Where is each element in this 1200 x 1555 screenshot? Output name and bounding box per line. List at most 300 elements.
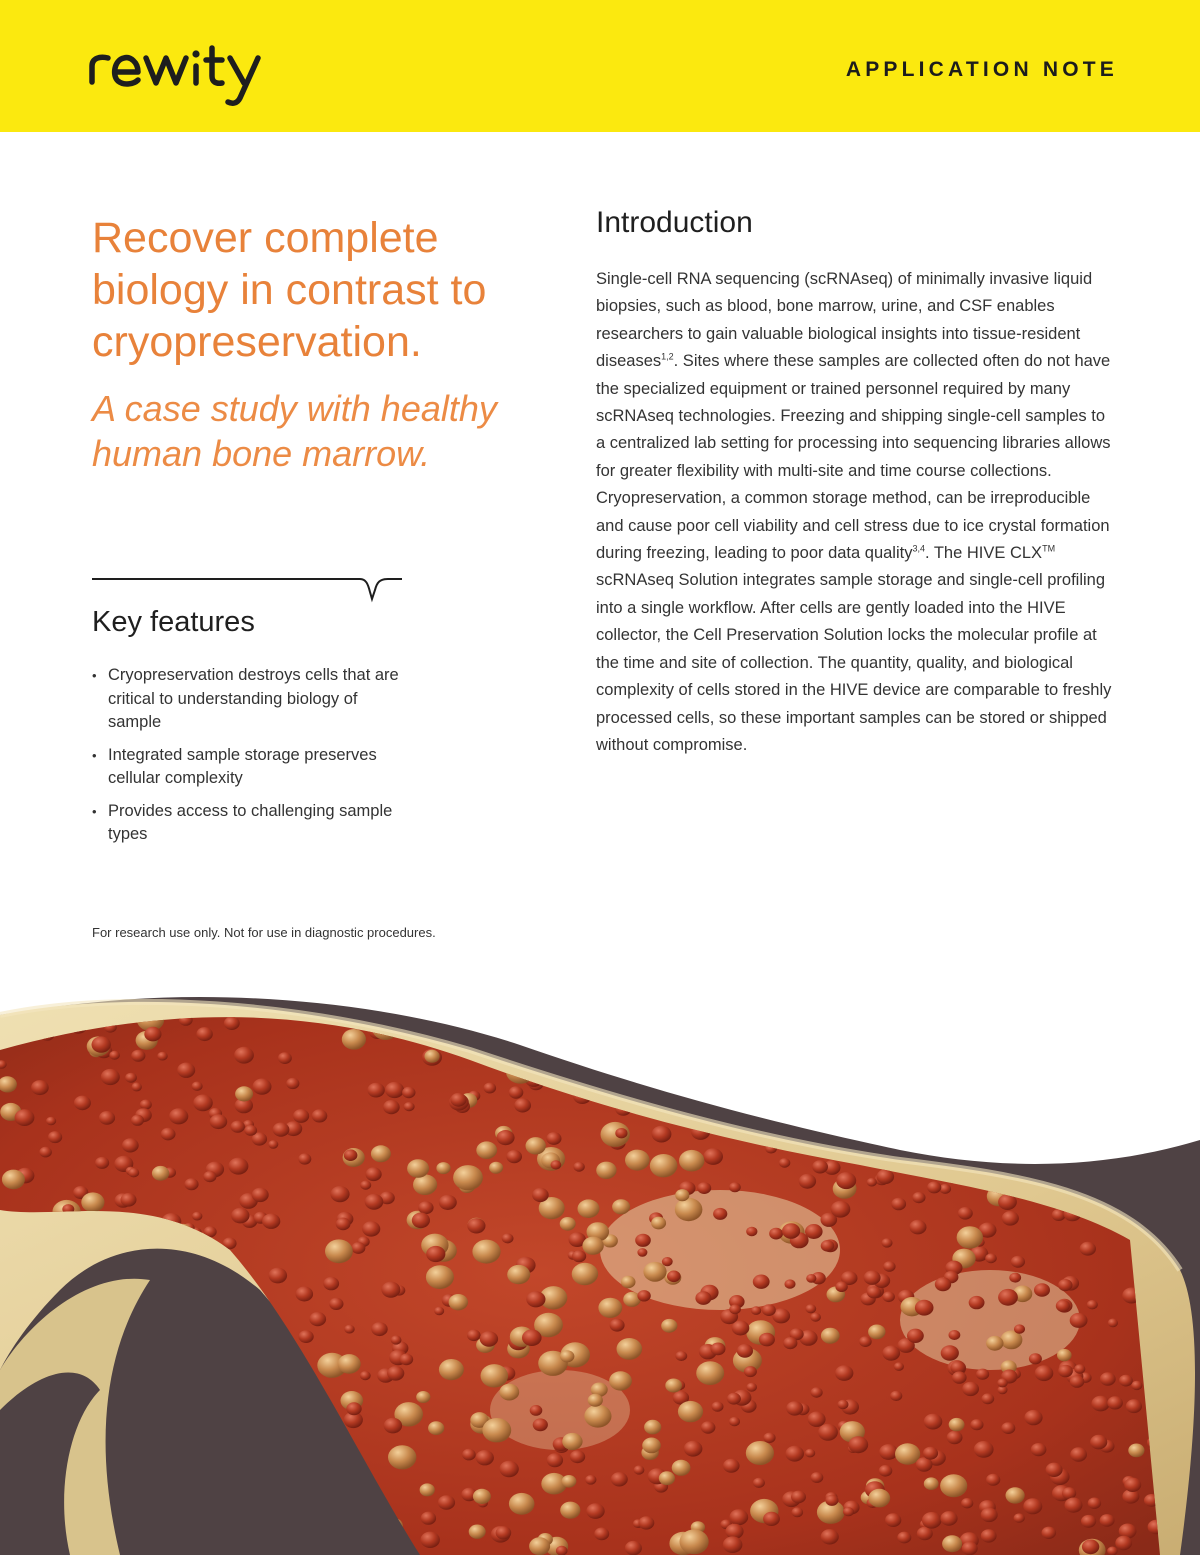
marrow-cell xyxy=(467,1218,485,1233)
marrow-cell xyxy=(131,1050,145,1062)
marrow-cell xyxy=(811,1387,823,1397)
marrow-cell xyxy=(927,1181,941,1193)
marrow-cell xyxy=(675,1189,689,1201)
list-item: • Integrated sample storage preserves cellular complexity xyxy=(92,744,412,791)
marrow-cell xyxy=(99,1111,115,1125)
marrow-cell xyxy=(1014,1513,1025,1522)
disclaimer-text: For research use only. Not for use in diagnostic procedures. xyxy=(92,925,436,940)
marrow-cell xyxy=(1014,1324,1025,1333)
marrow-cell xyxy=(1128,1444,1144,1458)
marrow-cell xyxy=(821,1328,840,1344)
marrow-cell xyxy=(383,1100,400,1114)
marrow-cell xyxy=(868,1325,885,1340)
marrow-cell xyxy=(560,1217,576,1231)
marrow-cell xyxy=(805,1224,823,1239)
marrow-cell xyxy=(665,1379,682,1393)
marrow-cell xyxy=(344,1325,354,1334)
marrow-cell xyxy=(1090,1435,1107,1450)
marrow-cell xyxy=(234,1047,254,1064)
marrow-cell xyxy=(293,1109,309,1123)
marrow-cell xyxy=(1035,1365,1054,1381)
marrow-cell xyxy=(701,1421,716,1433)
marrow-cell xyxy=(922,1512,942,1529)
marrow-cell xyxy=(763,1512,780,1526)
intro-text: scRNAseq Solution integrates sample storage and single-cell profiling into a single workflow. After cells are gently loaded into the HIVE collector, the Cell Preservation Solution locks the molecular profile at the time and site of collection. The quantity, quality, and biological complexity of cells stored in the HIVE device are comparable to freshly processed cells, so these important samples can be stored or shipped without compromise. xyxy=(596,571,1112,754)
marrow-cell xyxy=(231,1121,245,1133)
marrow-cell xyxy=(1131,1381,1142,1390)
marrow-cell xyxy=(981,1529,997,1542)
marrow-cell xyxy=(779,1158,790,1168)
bone-marrow-illustration xyxy=(0,990,1200,1555)
marrow-cell xyxy=(744,1366,757,1377)
marrow-cell xyxy=(890,1391,902,1401)
marrow-cell xyxy=(1009,1273,1021,1283)
marrow-cell xyxy=(662,1257,673,1266)
marrow-cell xyxy=(421,1532,440,1548)
marrow-cell xyxy=(1024,1410,1042,1425)
key-features-list xyxy=(92,664,412,856)
marrow-cell xyxy=(476,1450,494,1465)
marrow-cell xyxy=(101,1069,120,1085)
marrow-cell xyxy=(961,1498,973,1508)
marrow-cell xyxy=(323,1277,339,1290)
marrow-cell xyxy=(642,1438,661,1454)
marrow-cell xyxy=(679,1150,704,1172)
marrow-cell xyxy=(1034,1283,1050,1297)
marrow-cell xyxy=(675,1351,687,1361)
marrow-cell xyxy=(864,1271,881,1285)
marrow-cell xyxy=(1091,1396,1109,1412)
marrow-cell xyxy=(712,1402,724,1412)
marrow-cell xyxy=(228,1158,248,1175)
marrow-cell xyxy=(639,1516,655,1529)
marrow-cell xyxy=(367,1083,384,1098)
marrow-cell xyxy=(1081,1515,1096,1528)
marrow-cell xyxy=(786,1401,803,1415)
marrow-cell xyxy=(696,1361,724,1385)
marrow-cell xyxy=(244,1125,257,1136)
marrow-cell xyxy=(132,1082,142,1091)
marrow-cell xyxy=(496,1526,512,1539)
marrow-cell xyxy=(407,1159,429,1178)
marrow-cell xyxy=(883,1292,895,1303)
marrow-cell xyxy=(962,1542,978,1555)
marrow-cell xyxy=(585,1475,596,1485)
marrow-cell xyxy=(309,1312,326,1326)
marrow-cell xyxy=(526,1137,546,1154)
marrow-cell xyxy=(879,1444,898,1460)
marrow-cell xyxy=(940,1511,957,1526)
marrow-cell xyxy=(711,1343,726,1356)
marrow-cell xyxy=(1065,1498,1083,1513)
marrow-cell xyxy=(31,1080,49,1095)
marrow-cell xyxy=(421,1512,436,1525)
marrow-cell xyxy=(388,1445,416,1469)
marrow-cell xyxy=(1124,1478,1141,1492)
marrow-cell xyxy=(831,1201,851,1218)
marrow-cell xyxy=(48,1131,62,1143)
marrow-cell xyxy=(769,1228,783,1240)
marrow-cell xyxy=(329,1298,343,1310)
marrow-cell xyxy=(659,1471,675,1485)
marrow-cell xyxy=(1119,1375,1133,1387)
marrow-cell xyxy=(436,1162,450,1174)
marrow-cell xyxy=(672,1460,691,1476)
marrow-cell xyxy=(882,1346,900,1361)
marrow-cell xyxy=(1029,1353,1042,1364)
marrow-cell xyxy=(95,1157,109,1169)
marrow-cell xyxy=(400,1354,414,1366)
marrow-cell xyxy=(582,1237,603,1255)
marrow-cell xyxy=(551,1160,562,1169)
marrow-cell xyxy=(131,1115,144,1126)
marrow-cell xyxy=(644,1420,661,1435)
marrow-cell xyxy=(962,1382,979,1396)
marrow-cell xyxy=(997,1378,1008,1387)
marrow-cell xyxy=(499,1384,519,1401)
marrow-cell xyxy=(652,1126,672,1143)
marrow-cell xyxy=(695,1291,711,1305)
marrow-cell xyxy=(426,1246,445,1262)
marrow-cell xyxy=(981,1393,994,1404)
marrow-cell xyxy=(812,1160,828,1173)
marrow-cell xyxy=(482,1418,511,1442)
marrow-cell xyxy=(974,1441,994,1458)
trademark-symbol: TM xyxy=(1042,543,1056,554)
marrow-cell xyxy=(121,1193,137,1207)
marrow-cell xyxy=(1046,1463,1063,1477)
marrow-cell xyxy=(296,1287,314,1302)
marrow-cell xyxy=(15,1109,35,1126)
marrow-cell xyxy=(678,1401,703,1422)
marrow-cell xyxy=(1011,1256,1025,1268)
marrow-cell xyxy=(1087,1300,1098,1309)
citation: 1,2 xyxy=(661,351,674,362)
marrow-cell xyxy=(792,1507,804,1517)
marrow-cell xyxy=(785,1446,804,1462)
marrow-cell xyxy=(810,1313,821,1322)
marrow-cell xyxy=(529,1537,550,1555)
marrow-cell xyxy=(753,1478,765,1488)
revvity-logo xyxy=(88,36,298,110)
marrow-cell xyxy=(434,1307,444,1316)
intro-text: Single-cell RNA sequencing (scRNAseq) of minimally invasive liquid biopsies, such as blood, bone marrow, urine, and CSF enables researchers to gain valuable biological insights into tissue-resident diseases xyxy=(596,270,1093,371)
marrow-cell xyxy=(425,1050,440,1063)
marrow-cell xyxy=(484,1083,497,1094)
marrow-cell xyxy=(637,1290,650,1301)
marrow-cell xyxy=(1001,1422,1015,1434)
marrow-cell xyxy=(675,1198,703,1221)
marrow-cell xyxy=(609,1371,632,1390)
marrow-cell xyxy=(867,1178,877,1187)
citation: 3,4 xyxy=(912,543,925,554)
marrow-cell xyxy=(835,1281,847,1292)
marrow-cell xyxy=(1088,1498,1101,1509)
marrow-cell xyxy=(46,1117,56,1126)
marrow-cell xyxy=(338,1354,361,1374)
marrow-cell xyxy=(912,1192,925,1203)
marrow-cell xyxy=(1107,1396,1123,1409)
marrow-cell xyxy=(1074,1364,1085,1373)
marrow-cell xyxy=(867,1286,881,1298)
marrow-cell xyxy=(177,1063,195,1078)
page-title: Recover complete biology in contrast to cryopreservation. xyxy=(92,214,487,366)
intro-text: . Sites where these samples are collected often do not have the specialized equipment or trained personnel required by many scRNAseq technologies. Freezing and shipping single-cell samples to a centralized lab setting for processing into sequencing libraries allows for greater flexibility with multi-site and time course collections. Cryopreservation, a common storage method, can be irreproducible and cause poor cell viability and cell stress due to ice crystal formation during freezing, leading to poor data quality xyxy=(596,352,1111,563)
marrow-cell xyxy=(418,1201,433,1214)
marrow-cell xyxy=(940,1474,967,1497)
marrow-cell xyxy=(594,1528,609,1541)
marrow-cell xyxy=(782,1223,800,1239)
marrow-cell xyxy=(625,1541,642,1555)
marrow-cell xyxy=(976,1369,989,1380)
marrow-cell xyxy=(74,1096,91,1111)
marrow-cell xyxy=(1080,1242,1096,1256)
marrow-cell xyxy=(469,1525,486,1539)
marrow-cell xyxy=(667,1271,681,1283)
marrow-cell xyxy=(497,1130,515,1145)
marrow-cell xyxy=(499,1461,518,1478)
marrow-cell xyxy=(1006,1487,1025,1503)
header-band xyxy=(0,0,1200,132)
marrow-cell xyxy=(109,1051,120,1060)
marrow-cell xyxy=(1108,1319,1118,1328)
marrow-cell xyxy=(732,1321,750,1336)
marrow-cell xyxy=(312,1109,328,1122)
marrow-cell xyxy=(885,1513,901,1527)
marrow-cell xyxy=(560,1350,574,1362)
marrow-cell xyxy=(634,1465,645,1474)
marrow-cell xyxy=(1056,1300,1070,1312)
marrow-cell xyxy=(252,1188,269,1202)
marrow-cell xyxy=(1100,1514,1115,1527)
marrow-cell xyxy=(509,1086,524,1098)
marrow-cell xyxy=(617,1338,643,1360)
marrow-cell xyxy=(526,1291,545,1307)
marrow-cell xyxy=(365,1194,384,1210)
marrow-cell xyxy=(1100,1372,1116,1385)
marrow-cell xyxy=(467,1330,481,1342)
marrow-cell xyxy=(791,1491,806,1504)
marrow-cell xyxy=(439,1359,464,1380)
marrow-cell xyxy=(805,1449,815,1458)
marrow-cell xyxy=(381,1282,400,1298)
marrow-cell xyxy=(416,1391,430,1403)
marrow-cell xyxy=(1042,1527,1057,1539)
marrow-cell xyxy=(402,1087,415,1098)
marrow-cell xyxy=(507,1265,530,1284)
marrow-cell xyxy=(635,1234,651,1247)
marrow-cell xyxy=(384,1418,402,1434)
marrow-cell xyxy=(481,1364,509,1387)
marrow-cell xyxy=(643,1262,666,1282)
marrow-cell xyxy=(753,1275,770,1289)
marrow-cell xyxy=(235,1086,253,1101)
marrow-cell xyxy=(894,1362,904,1371)
marrow-cell xyxy=(697,1182,711,1194)
marrow-cell xyxy=(144,1027,161,1042)
marrow-cell xyxy=(723,1536,743,1553)
marrow-cell xyxy=(848,1436,868,1453)
marrow-cell xyxy=(615,1128,627,1138)
marrow-cell xyxy=(970,1419,983,1430)
marrow-cell xyxy=(344,1149,358,1161)
key-features-heading: Key features xyxy=(92,606,255,638)
marrow-cell xyxy=(703,1148,723,1165)
marrow-cell xyxy=(210,1114,228,1129)
marrow-cell xyxy=(969,1296,985,1309)
marrow-cell xyxy=(746,1441,774,1465)
marrow-cell xyxy=(192,1212,202,1221)
marrow-cell xyxy=(573,1162,584,1172)
marrow-cell xyxy=(1115,1536,1132,1550)
marrow-cell xyxy=(1070,1447,1087,1461)
marrow-cell xyxy=(192,1082,203,1091)
marrow-cell xyxy=(522,1329,542,1346)
marrow-cell xyxy=(986,1474,1000,1486)
marrow-cell xyxy=(449,1294,468,1310)
marrow-cell xyxy=(193,1095,213,1112)
marrow-cell xyxy=(371,1145,391,1162)
marrow-cell xyxy=(476,1141,497,1159)
marrow-cell xyxy=(883,1261,895,1272)
marrow-cell xyxy=(923,1447,938,1460)
marrow-cell xyxy=(637,1248,647,1257)
marrow-cell xyxy=(330,1186,349,1202)
marrow-cell xyxy=(947,1431,963,1444)
marrow-cell xyxy=(621,1276,636,1288)
marrow-cell xyxy=(723,1459,740,1473)
marrow-cell xyxy=(203,1171,216,1182)
marrow-cell xyxy=(746,1383,757,1392)
marrow-cell xyxy=(1062,1487,1076,1499)
marrow-cell xyxy=(385,1082,404,1098)
marrow-cell xyxy=(570,1450,585,1463)
marrow-cell xyxy=(737,1344,753,1358)
marrow-cell xyxy=(1070,1375,1085,1387)
marrow-cell xyxy=(909,1220,926,1235)
marrow-cell xyxy=(680,1529,709,1554)
marrow-cell xyxy=(253,1079,272,1095)
marrow-cell xyxy=(342,1029,366,1050)
marrow-cell xyxy=(572,1263,598,1285)
marrow-cell xyxy=(763,1433,775,1443)
list-item: • Provides access to challenging sample types xyxy=(92,800,412,847)
marrow-cell xyxy=(986,1336,1003,1351)
marrow-cell xyxy=(958,1207,973,1220)
marrow-cell xyxy=(128,1168,139,1177)
marrow-cell xyxy=(818,1424,838,1441)
marrow-cell xyxy=(169,1108,188,1124)
marrow-cell xyxy=(882,1238,893,1247)
marrow-cell xyxy=(404,1102,415,1111)
marrow-cell xyxy=(751,1306,761,1315)
marrow-cell xyxy=(533,1418,548,1431)
marrow-cell xyxy=(924,1477,939,1490)
marrow-cell xyxy=(941,1345,959,1360)
marrow-cell xyxy=(268,1140,278,1149)
marrow-cell xyxy=(509,1493,535,1515)
marrow-cell xyxy=(1070,1313,1088,1328)
marrow-cell xyxy=(917,1527,933,1541)
marrow-cell xyxy=(684,1441,703,1457)
introduction-body xyxy=(596,266,1116,759)
marrow-cell xyxy=(472,1240,500,1264)
marrow-cell xyxy=(924,1414,943,1430)
marrow-cell xyxy=(489,1162,503,1174)
marrow-cell xyxy=(808,1412,826,1427)
marrow-cell xyxy=(785,1279,796,1288)
marrow-cell xyxy=(125,1073,137,1083)
marrow-cell xyxy=(562,1433,582,1450)
marrow-cell xyxy=(546,1132,561,1145)
marrow-cell xyxy=(1058,1279,1072,1291)
marrow-cell xyxy=(502,1233,514,1243)
marrow-cell xyxy=(562,1475,577,1488)
section-divider xyxy=(92,572,402,604)
marrow-cell xyxy=(420,1483,435,1496)
marrow-cell xyxy=(952,1371,967,1383)
marrow-cell xyxy=(450,1093,466,1107)
marrow-cell xyxy=(650,1154,678,1177)
marrow-cell xyxy=(598,1298,622,1318)
marrow-cell xyxy=(949,1418,965,1431)
marrow-cell xyxy=(273,1123,290,1137)
marrow-cell xyxy=(897,1532,911,1544)
marrow-cell xyxy=(269,1268,288,1284)
marrow-cell xyxy=(713,1208,727,1220)
marrow-cell xyxy=(981,1508,998,1522)
marrow-cell xyxy=(811,1472,824,1483)
marrow-cell xyxy=(1031,1443,1047,1456)
marrow-cell xyxy=(157,1052,167,1061)
list-item: • Cryopreservation destroys cells that are critical to understanding biology of sample xyxy=(92,664,412,735)
marrow-cell xyxy=(611,1472,628,1486)
marrow-cell xyxy=(439,1195,457,1210)
marrow-cell xyxy=(480,1331,498,1347)
marrow-cell xyxy=(122,1138,139,1152)
marrow-cell xyxy=(1023,1498,1042,1514)
marrow-cell xyxy=(821,1240,835,1252)
marrow-cell xyxy=(152,1166,169,1181)
marrow-cell xyxy=(224,1017,240,1030)
marrow-cell xyxy=(325,1239,353,1263)
marrow-cell xyxy=(651,1217,666,1230)
marrow-cell xyxy=(1058,1365,1073,1378)
marrow-cell xyxy=(514,1098,531,1112)
marrow-cell xyxy=(412,1213,430,1229)
marrow-cell xyxy=(231,1208,249,1224)
marrow-cell xyxy=(762,1304,776,1316)
marrow-cell xyxy=(949,1330,961,1340)
marrow-cell xyxy=(868,1489,890,1508)
marrow-cell xyxy=(625,1150,650,1171)
marrow-cell xyxy=(473,1489,491,1504)
marrow-cell xyxy=(39,1147,52,1158)
marrow-cell xyxy=(387,1366,404,1381)
marrow-cell xyxy=(299,1330,314,1343)
marrow-cell xyxy=(836,1172,856,1189)
marrow-cell xyxy=(985,1253,997,1263)
marrow-cell xyxy=(278,1052,292,1064)
marrow-cell xyxy=(805,1304,816,1313)
marrow-cell xyxy=(560,1502,580,1519)
marrow-cell xyxy=(799,1174,816,1189)
marrow-cell xyxy=(391,1335,402,1344)
marrow-cell xyxy=(1126,1399,1142,1413)
marrow-cell xyxy=(612,1199,630,1214)
marrow-cell xyxy=(806,1274,816,1283)
introduction-heading: Introduction xyxy=(596,206,753,239)
